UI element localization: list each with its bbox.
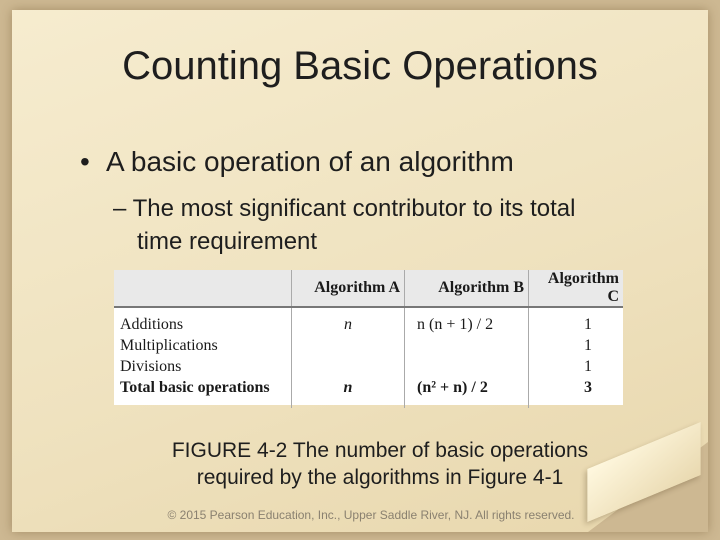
cell-algorithm-b bbox=[405, 335, 529, 356]
cell-algorithm-b bbox=[405, 356, 529, 377]
slide-title: Counting Basic Operations bbox=[122, 44, 598, 88]
cell-algorithm-a: n bbox=[292, 377, 405, 408]
cell-algorithm-b: n (n + 1) / 2 bbox=[405, 307, 529, 335]
operations-table bbox=[114, 270, 623, 408]
cell-algorithm-c: 1 bbox=[529, 356, 624, 377]
cell-algorithm-c: 1 bbox=[529, 335, 624, 356]
table-row bbox=[114, 335, 623, 356]
bullet-dot-icon: • bbox=[80, 146, 90, 177]
table-row bbox=[114, 356, 623, 377]
table-header-algorithm-c: Algorithm C bbox=[529, 270, 624, 307]
cell-algorithm-a bbox=[292, 335, 405, 356]
row-label: Multiplications bbox=[120, 337, 218, 354]
table-header-label bbox=[114, 270, 292, 307]
figure-caption-line-2: required by the algorithms in Figure 4-1 bbox=[196, 466, 564, 489]
operations-table-figure bbox=[114, 270, 623, 405]
main-bullet-text: A basic operation of an algorithm bbox=[106, 146, 514, 177]
sub-bullet-marker: – bbox=[113, 195, 127, 222]
row-label: Total basic operations bbox=[120, 379, 270, 396]
cell-algorithm-c: 3 bbox=[529, 377, 624, 408]
table-header-row bbox=[114, 270, 623, 307]
table-header-algorithm-b: Algorithm B bbox=[405, 270, 529, 307]
copyright-notice: © 2015 Pearson Education, Inc., Upper Saddle River, NJ. All rights reserved. bbox=[167, 508, 575, 522]
sub-bullet-line-1 bbox=[113, 192, 673, 225]
table-row bbox=[114, 307, 623, 335]
cell-algorithm-a bbox=[292, 356, 405, 377]
table-row-total bbox=[114, 377, 623, 408]
sub-bullet-text-1: The most significant contributor to its total bbox=[132, 195, 576, 222]
cell-algorithm-a: n bbox=[292, 307, 405, 335]
row-label: Additions bbox=[120, 316, 184, 333]
table-header-algorithm-a: Algorithm A bbox=[292, 270, 405, 307]
figure-caption-line-1: FIGURE 4-2 The number of basic operations bbox=[171, 439, 589, 462]
main-bullet bbox=[80, 146, 514, 178]
cell-algorithm-b: (n² + n) / 2 bbox=[405, 377, 529, 408]
figure-caption bbox=[120, 437, 640, 491]
row-label: Divisions bbox=[120, 358, 182, 375]
cell-algorithm-c: 1 bbox=[529, 307, 624, 335]
sub-bullet-text-2: time requirement bbox=[137, 228, 318, 255]
sub-bullet bbox=[113, 192, 673, 258]
